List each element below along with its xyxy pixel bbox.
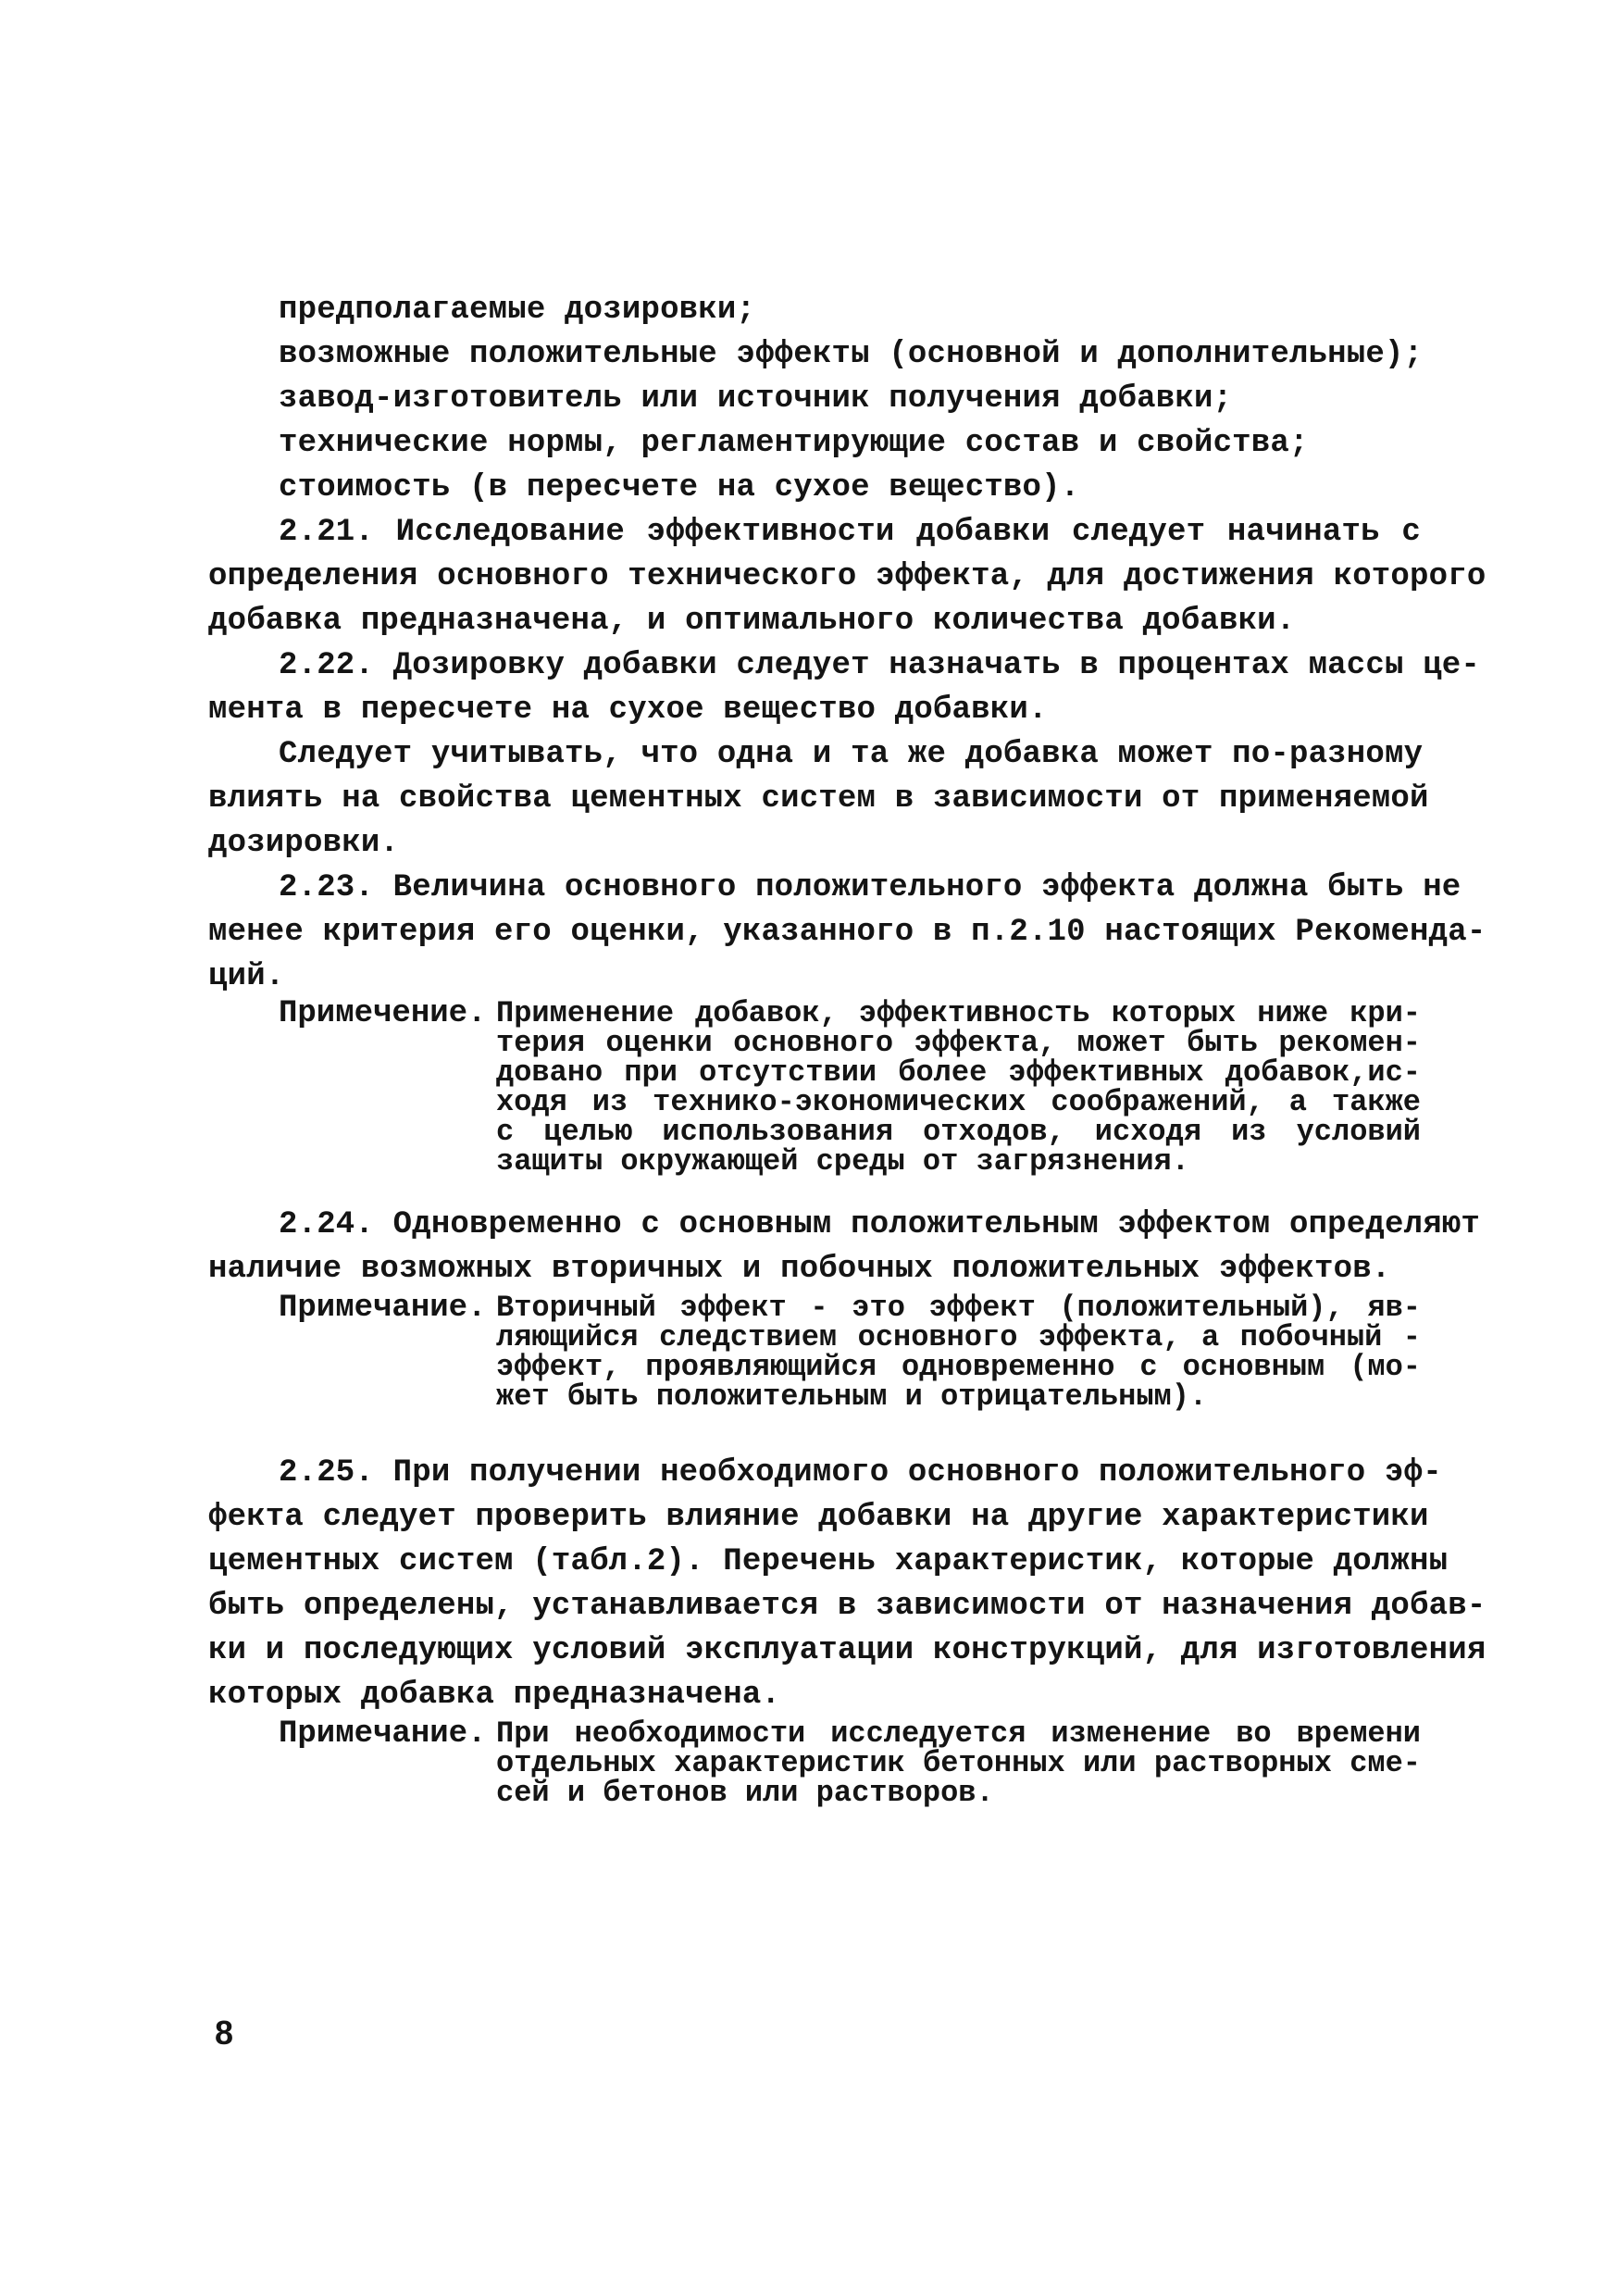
list-item-dosage: предполагаемые дозировки;: [279, 293, 756, 328]
note-line: довано при отсутствии более эффективных добавок,ис-: [496, 1055, 1421, 1090]
note-line: ляющийся следствием основного эффекта, а побочный -: [496, 1320, 1421, 1354]
paragraph-2-22b-line: влиять на свойства цементных систем в зависимости от применяемой: [208, 781, 1429, 817]
paragraph-2-22b-line: Следует учитывать, что одна и та же добавка может по-разному: [279, 737, 1424, 772]
note-line: эффект, проявляющийся одновременно с основным (мо-: [496, 1350, 1421, 1384]
note-line: Вторичный эффект - это эффект (положительный), яв-: [496, 1291, 1421, 1325]
paragraph-2-21-line: 2.21. Исследование эффективности добавки следует начинать с: [279, 515, 1421, 550]
paragraph-2-22b-line: дозировки.: [208, 826, 400, 861]
page-number: 8: [215, 2014, 234, 2052]
list-item-cost: стоимость (в пересчете на сухое вещество).: [279, 470, 1080, 505]
note-label: Примечение.: [279, 996, 487, 1031]
paragraph-2-23-line: ций.: [208, 959, 285, 994]
paragraph-2-22-line: 2.22. Дозировку добавки следует назначать в процентах массы це-: [279, 648, 1481, 683]
note-line: жет быть положительным и отрицательным).: [496, 1379, 1208, 1414]
note-line: При необходимости исследуется изменение во времени: [496, 1716, 1421, 1751]
paragraph-2-24-line: наличие возможных вторичных и побочных положительных эффектов.: [208, 1252, 1391, 1287]
paragraph-2-25-line: цементных систем (табл.2). Перечень характеристик, которые должны: [208, 1544, 1449, 1579]
note-line: защиты окружающей среды от загрязнения.: [496, 1144, 1189, 1179]
paragraph-2-25-line: которых добавка предназначена.: [208, 1678, 781, 1713]
note-line: Применение добавок, эффективность которых ниже кри-: [496, 996, 1421, 1030]
paragraph-2-22-line: мента в пересчете на сухое вещество добавки.: [208, 693, 1048, 728]
paragraph-2-21-line: определения основного технического эффекта, для достижения которого: [208, 559, 1486, 594]
note-line: отдельных характеристик бетонных или растворных сме-: [496, 1746, 1421, 1780]
note-line: с целью использования отходов, исходя из условий: [496, 1115, 1421, 1149]
note-line: терия оценки основного эффекта, может быть рекомен-: [496, 1026, 1421, 1060]
paragraph-2-25-line: ки и последующих условий эксплуатации конструкций, для изготовления: [208, 1633, 1486, 1668]
paragraph-2-25-line: быть определены, устанавливается в зависимости от назначения добав-: [208, 1589, 1486, 1624]
note-line: ходя из технико-экономических соображений, а также: [496, 1085, 1421, 1119]
list-item-standards: технические нормы, регламентирующие состав и свойства;: [279, 426, 1309, 461]
paragraph-2-25-line: 2.25. При получении необходимого основного положительного эф-: [279, 1455, 1442, 1491]
note-line: сей и бетонов или растворов.: [496, 1776, 994, 1810]
paragraph-2-21-line: добавка предназначена, и оптимального количества добавки.: [208, 604, 1296, 639]
list-item-effects: возможные положительные эффекты (основной и дополнительные);: [279, 337, 1424, 372]
note-label: Примечание.: [279, 1716, 487, 1752]
paragraph-2-24-line: 2.24. Одновременно с основным положительным эффектом определяют: [279, 1207, 1481, 1242]
list-item-manufacturer: завод-изготовитель или источник получения добавки;: [279, 381, 1233, 417]
paragraph-2-25-line: фекта следует проверить влияние добавки на другие характеристики: [208, 1500, 1429, 1535]
paragraph-2-23-line: менее критерия его оценки, указанного в п.2.10 настоящих Рекоменда-: [208, 915, 1486, 950]
paragraph-2-23-line: 2.23. Величина основного положительного эффекта должна быть не: [279, 870, 1462, 905]
note-label: Примечание.: [279, 1291, 487, 1326]
